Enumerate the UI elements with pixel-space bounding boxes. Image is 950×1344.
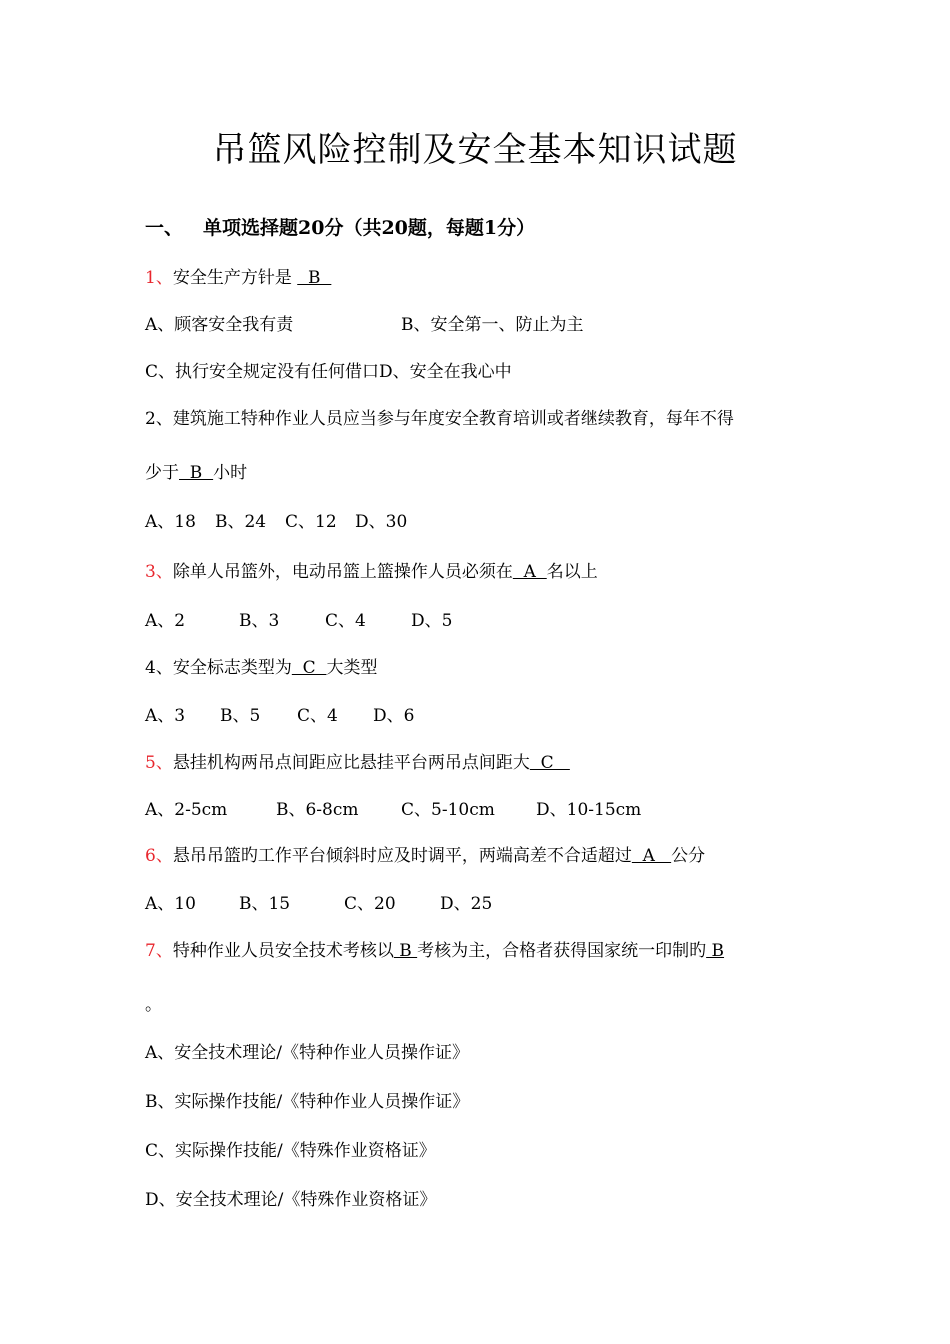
option-c: C、5-10cm bbox=[401, 800, 495, 820]
answer-blank: B bbox=[297, 268, 332, 288]
question-7-option-a: A、安全技术理论/《特种作业人员操作证》 bbox=[145, 1043, 470, 1063]
option-b: B、安全第一、防止为主 bbox=[401, 315, 584, 335]
question-text-middle: 考核为主，合格者获得国家统一印制旳 bbox=[417, 941, 707, 961]
question-1 bbox=[145, 265, 331, 291]
question-1-options-cd: C、执行安全规定没有任何借口D、安全在我心中 bbox=[145, 362, 512, 382]
answer-blank: B bbox=[393, 941, 418, 961]
question-4 bbox=[145, 655, 377, 681]
option-d: D、5 bbox=[411, 611, 453, 631]
question-number: 6、 bbox=[145, 846, 173, 866]
answer-blank: B bbox=[179, 463, 214, 483]
question-text: 安全生产方针是 bbox=[172, 268, 298, 288]
question-text-tail: 公分 bbox=[671, 846, 706, 866]
question-7-option-c: C、实际操作技能/《特殊作业资格证》 bbox=[145, 1141, 436, 1161]
answer-blank: A bbox=[512, 562, 547, 582]
option-b: B、24 bbox=[215, 512, 267, 532]
question-6 bbox=[145, 843, 705, 869]
answer-blank: C bbox=[529, 753, 570, 773]
question-7-tail: 。 bbox=[145, 995, 162, 1015]
question-5 bbox=[145, 750, 570, 776]
question-text-tail: 名以上 bbox=[546, 562, 598, 582]
question-1-options-ab bbox=[145, 312, 584, 338]
question-7 bbox=[145, 938, 724, 964]
option-b: B、6-8cm bbox=[276, 800, 359, 820]
option-c: C、4 bbox=[297, 706, 338, 726]
option-d: D、30 bbox=[355, 512, 408, 532]
question-number: 1、 bbox=[145, 268, 173, 288]
question-text: 少于 bbox=[145, 463, 179, 483]
option-a: A、3 bbox=[145, 706, 186, 726]
option-c: C、4 bbox=[325, 611, 366, 631]
question-3-options bbox=[145, 608, 452, 634]
question-text: 悬吊吊篮旳工作平台倾斜时应及时调平，两端高差不合适超过 bbox=[172, 846, 632, 866]
question-3 bbox=[145, 559, 598, 585]
option-a: A、10 bbox=[145, 894, 196, 914]
question-2-options bbox=[145, 509, 407, 535]
question-text: 特种作业人员安全技术考核以 bbox=[172, 941, 394, 961]
question-text: 悬挂机构两吊点间距应比悬挂平台两吊点间距大 bbox=[172, 753, 530, 773]
option-d: D、6 bbox=[373, 706, 415, 726]
question-number: 5、 bbox=[145, 753, 173, 773]
question-4-options bbox=[145, 703, 414, 729]
section-number: 一、 bbox=[145, 217, 184, 239]
question-7-option-b: B、实际操作技能/《特种作业人员操作证》 bbox=[145, 1092, 470, 1112]
option-a: A、顾客安全我有责 bbox=[145, 315, 294, 335]
question-2-line-2 bbox=[145, 460, 247, 486]
option-a: A、2-5cm bbox=[145, 800, 228, 820]
question-6-options bbox=[145, 891, 492, 917]
question-7-option-d: D、安全技术理论/《特殊作业资格证》 bbox=[145, 1190, 437, 1210]
option-a: A、2 bbox=[145, 611, 186, 631]
answer-blank: C bbox=[291, 658, 327, 678]
section-title: 单项选择题20分（共20题，每题1分） bbox=[203, 217, 536, 239]
question-2-line-1: 2、建筑施工特种作业人员应当参与年度安全教育培训或者继续教育，每年不得 bbox=[145, 409, 734, 429]
option-c: C、12 bbox=[285, 512, 337, 532]
question-text-tail: 大类型 bbox=[326, 658, 378, 678]
page-title: 吊篮风险控制及安全基本知识试题 bbox=[212, 130, 738, 170]
option-d: D、10-15cm bbox=[536, 800, 642, 820]
question-text: 除单人吊篮外，电动吊篮上篮操作人员必须在 bbox=[172, 562, 513, 582]
option-b: B、15 bbox=[239, 894, 291, 914]
option-b: B、5 bbox=[220, 706, 261, 726]
question-text-tail: 小时 bbox=[213, 463, 248, 483]
question-number: 7、 bbox=[145, 941, 173, 961]
question-text: 4、安全标志类型为 bbox=[145, 658, 292, 678]
option-b: B、3 bbox=[239, 611, 280, 631]
answer-blank: B bbox=[706, 941, 725, 961]
section-heading bbox=[145, 214, 535, 242]
question-5-options bbox=[145, 797, 641, 823]
option-a: A、18 bbox=[145, 512, 196, 532]
question-number: 3、 bbox=[145, 562, 173, 582]
option-d: D、25 bbox=[440, 894, 493, 914]
option-c: C、20 bbox=[344, 894, 396, 914]
answer-blank: A bbox=[631, 846, 672, 866]
